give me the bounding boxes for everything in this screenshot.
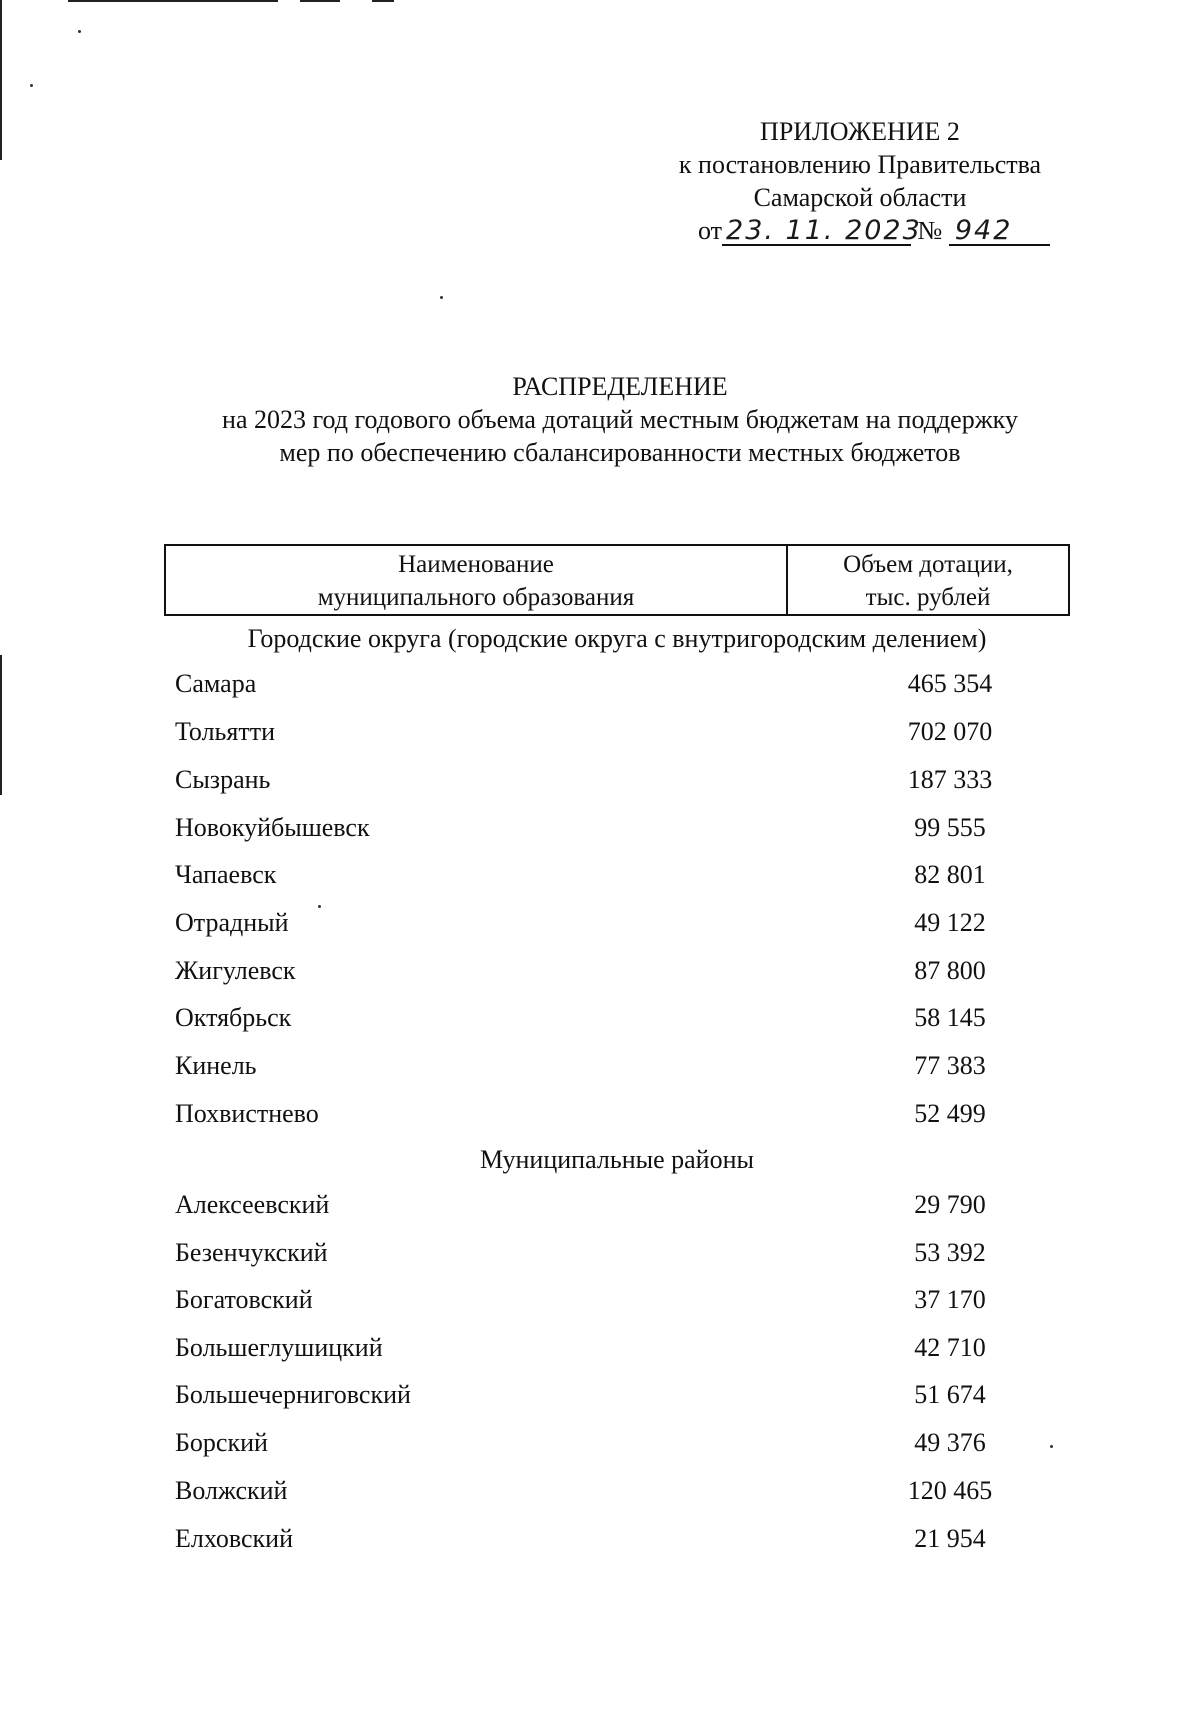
appendix-title: ПРИЛОЖЕНИЕ 2 — [760, 117, 960, 146]
appendix-date-line — [640, 214, 1080, 247]
table-row — [175, 1379, 1075, 1411]
municipality-name: Борский — [175, 1428, 268, 1457]
municipality-name: Отрадный — [175, 908, 289, 937]
appendix-block — [640, 115, 1080, 247]
municipality-name: Жигулевск — [175, 956, 296, 985]
subsidy-value: 53 392 — [914, 1238, 986, 1267]
scan-edge-mark — [372, 0, 394, 2]
section-title: Городские округа (городские округа с внутригородским делением) — [247, 624, 987, 653]
table-row — [175, 1189, 1075, 1221]
subsidy-value: 21 954 — [914, 1524, 986, 1553]
municipality-name: Октябрьск — [175, 1003, 292, 1032]
table-row — [175, 955, 1075, 987]
appendix-line-1: к постановлению Правительства — [678, 150, 1042, 179]
municipality-name: Безенчукский — [175, 1238, 328, 1267]
title-heading: РАСПРЕДЕЛЕНИЕ — [512, 372, 728, 401]
header-value-column — [788, 546, 1068, 614]
subsidy-value: 51 674 — [914, 1380, 986, 1409]
table-row — [175, 1002, 1075, 1034]
title-line-2: мер по обеспечению сбалансированности местных бюджетов — [279, 438, 961, 467]
subsidy-value: 702 070 — [907, 717, 993, 746]
table-row — [175, 1050, 1075, 1082]
subsidy-value: 82 801 — [914, 860, 986, 889]
municipality-name: Чапаевск — [175, 860, 277, 889]
subsidy-value: 465 354 — [907, 669, 993, 698]
subsidy-value: 58 145 — [914, 1003, 986, 1032]
scan-edge-mark — [68, 0, 278, 2]
title-line-1: на 2023 год годового объема дотаций местным бюджетам на поддержку — [222, 405, 1018, 434]
table-row — [175, 1475, 1075, 1507]
municipality-name: Большеглушицкий — [175, 1333, 383, 1362]
date-prefix: от — [698, 216, 723, 245]
subsidy-value: 49 376 — [914, 1428, 986, 1457]
header-value-line-1: Объем дотации, — [843, 551, 1013, 578]
table-row — [175, 1332, 1075, 1364]
scan-edge-mark — [0, 0, 2, 160]
scan-speck — [30, 84, 33, 87]
table-row — [175, 907, 1075, 939]
document-title — [140, 370, 1100, 469]
municipality-name: Волжский — [175, 1476, 288, 1505]
subsidy-value: 29 790 — [914, 1190, 986, 1219]
municipality-name: Алексеевский — [175, 1190, 330, 1219]
subsidy-value: 187 333 — [907, 765, 993, 794]
header-name-column — [166, 546, 788, 614]
municipality-name: Новокуйбышевск — [175, 813, 370, 842]
appendix-line-2: Самарской области — [753, 183, 967, 212]
municipality-name: Тольятти — [175, 717, 276, 746]
table-header — [164, 544, 1070, 616]
subsidy-value: 77 383 — [914, 1051, 986, 1080]
table-row — [175, 1098, 1075, 1130]
subsidy-value: 99 555 — [914, 813, 986, 842]
municipality-name: Самара — [175, 669, 257, 698]
handwritten-number: 942 — [949, 218, 1050, 246]
municipality-name: Большечерниговский — [175, 1380, 411, 1409]
table-row — [175, 1284, 1075, 1316]
scan-speck — [78, 30, 81, 33]
table-row — [175, 764, 1075, 796]
subsidy-value: 52 499 — [914, 1099, 986, 1128]
header-value-line-2: тыс. рублей — [865, 584, 991, 611]
table-row — [175, 859, 1075, 891]
subsidy-value: 120 465 — [907, 1476, 993, 1505]
table-row — [175, 716, 1075, 748]
handwritten-date: 23. 11. 2023 — [722, 218, 911, 246]
municipality-name: Сызрань — [175, 765, 271, 794]
section-title: Муниципальные районы — [480, 1145, 754, 1174]
table-row — [175, 812, 1075, 844]
subsidy-value: 42 710 — [914, 1333, 986, 1362]
municipality-name: Богатовский — [175, 1285, 313, 1314]
number-label: № — [917, 216, 943, 245]
scan-speck — [440, 296, 443, 299]
subsidy-value: 87 800 — [914, 956, 986, 985]
table-row — [175, 668, 1075, 700]
scan-edge-mark — [300, 0, 340, 2]
subsidy-value: 37 170 — [914, 1285, 986, 1314]
subsidy-value: 49 122 — [914, 908, 986, 937]
table-row — [175, 1427, 1075, 1459]
header-name-line-1: Наименование — [398, 551, 554, 578]
municipality-name: Елховский — [175, 1524, 293, 1553]
table-row — [175, 1523, 1075, 1555]
scan-edge-mark — [0, 655, 2, 795]
table-row — [175, 1237, 1075, 1269]
municipality-name: Кинель — [175, 1051, 257, 1080]
header-name-line-2: муниципального образования — [317, 584, 635, 611]
municipality-name: Похвистнево — [175, 1099, 319, 1128]
